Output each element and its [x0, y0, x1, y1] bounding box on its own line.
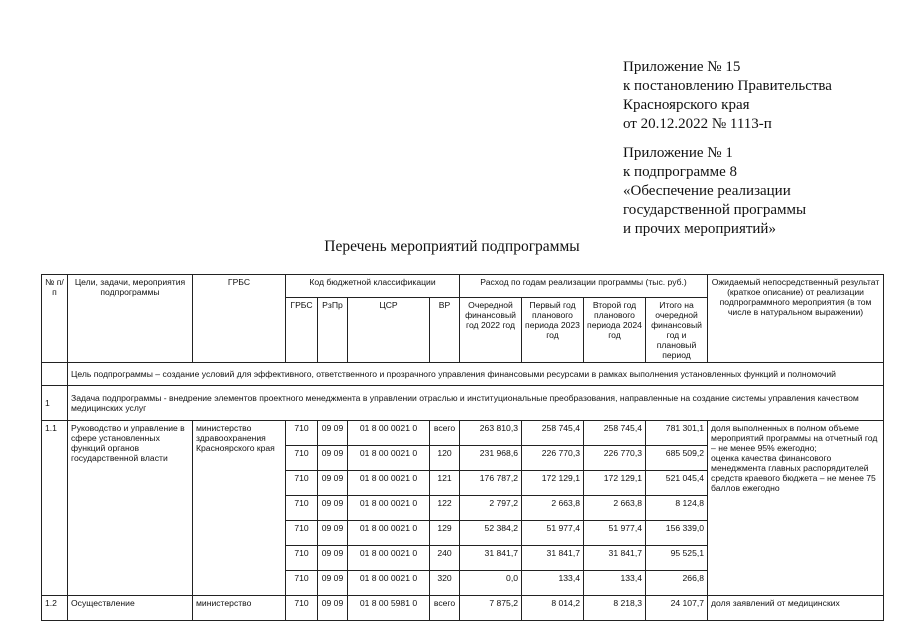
table-row	[42, 596, 884, 621]
value-2024: 31 841,7	[584, 546, 646, 571]
csr-code: 01 8 00 0021 0	[348, 496, 430, 521]
grbs-code: 710	[286, 571, 318, 596]
task-text: Задача подпрограммы - внедрение элементов проектного менеджмента в управлении отраслью и институциональные преобразования, направленные на создание системы управления качеством медицинских услуг	[68, 386, 884, 421]
value-total: 8 124,8	[646, 496, 708, 521]
value-2022: 31 841,7	[460, 546, 522, 571]
rzpr-code: 09 09	[318, 496, 348, 521]
item-num: 1.1	[42, 421, 68, 596]
csr-code: 01 8 00 0021 0	[348, 521, 430, 546]
grbs-code: 710	[286, 546, 318, 571]
value-2024: 51 977,4	[584, 521, 646, 546]
value-2022: 263 810,3	[460, 421, 522, 446]
rzpr-code: 09 09	[318, 571, 348, 596]
header-grbs-code: ГРБС	[286, 298, 318, 363]
grbs-code: 710	[286, 496, 318, 521]
rzpr-code: 09 09	[318, 596, 348, 621]
item-result: доля выполненных в полном объеме мероприятий программы на отчетный год – не менее 95% ежегодно; оценка качества финансового менеджмента главных распорядителей средств краевого бюджета – не менее 75 баллов ежегодно	[708, 421, 884, 596]
value-2024: 226 770,3	[584, 446, 646, 471]
csr-code: 01 8 00 0021 0	[348, 571, 430, 596]
value-2022: 0,0	[460, 571, 522, 596]
rzpr-code: 09 09	[318, 521, 348, 546]
value-2024: 133,4	[584, 571, 646, 596]
item-name: Руководство и управление в сфере установленных функций органов государственной власти	[68, 421, 193, 596]
value-2022: 2 797,2	[460, 496, 522, 521]
csr-code: 01 8 00 0021 0	[348, 421, 430, 446]
vr-code: 129	[430, 521, 460, 546]
value-total: 266,8	[646, 571, 708, 596]
grbs-code: 710	[286, 471, 318, 496]
item-num: 1.2	[42, 596, 68, 621]
item-name: Осуществление	[68, 596, 193, 621]
header-expense: Расход по годам реализации программы (тыс. руб.)	[460, 275, 708, 298]
vr-code: 320	[430, 571, 460, 596]
item-result: доля заявлений от медицинских	[708, 596, 884, 621]
measures-table	[41, 274, 884, 621]
appendix-main: Приложение № 15 к постановлению Правительства Красноярского края от 20.12.2022 № 1113-п	[623, 59, 832, 132]
grbs-code: 710	[286, 596, 318, 621]
value-total: 685 509,2	[646, 446, 708, 471]
value-total: 24 107,7	[646, 596, 708, 621]
vr-code: всего	[430, 421, 460, 446]
vr-code: всего	[430, 596, 460, 621]
item-grbs: министерство здравоохранения Красноярского края	[193, 421, 286, 596]
value-2024: 258 745,4	[584, 421, 646, 446]
document-title: Перечень мероприятий подпрограммы	[324, 238, 580, 255]
header-budget-code: Код бюджетной классификации	[286, 275, 460, 298]
header-csr: ЦСР	[348, 298, 430, 363]
csr-code: 01 8 00 0021 0	[348, 471, 430, 496]
value-total: 521 045,4	[646, 471, 708, 496]
value-2024: 2 663,8	[584, 496, 646, 521]
value-2023: 51 977,4	[522, 521, 584, 546]
goal-text: Цель подпрограммы – создание условий для эффективного, ответственного и прозрачного управления финансовыми ресурсами в рамках выполнения установленных функций и полномочий	[68, 363, 884, 386]
value-2022: 176 787,2	[460, 471, 522, 496]
header-2024: Второй год планового периода 2024 год	[584, 298, 646, 363]
vr-code: 122	[430, 496, 460, 521]
value-2023: 258 745,4	[522, 421, 584, 446]
rzpr-code: 09 09	[318, 446, 348, 471]
value-2023: 226 770,3	[522, 446, 584, 471]
appendix-sub: Приложение № 1 к подпрограмме 8 «Обеспечение реализации государственной программы и прочих мероприятий»	[623, 145, 807, 237]
header-result: Ожидаемый непосредственный результат (краткое описание) от реализации подпрограммного мероприятия (в том числе в натуральном выражении)	[708, 275, 884, 363]
header-total: Итого на очередной финансовый год и плановый период	[646, 298, 708, 363]
table-row	[42, 421, 884, 446]
value-2023: 2 663,8	[522, 496, 584, 521]
value-2023: 133,4	[522, 571, 584, 596]
task-num: 1	[42, 386, 68, 421]
header-rzpr: РзПр	[318, 298, 348, 363]
header-grbs: ГРБС	[193, 275, 286, 363]
header-goals: Цели, задачи, мероприятия подпрограммы	[68, 275, 193, 363]
rzpr-code: 09 09	[318, 421, 348, 446]
vr-code: 120	[430, 446, 460, 471]
vr-code: 121	[430, 471, 460, 496]
value-2023: 172 129,1	[522, 471, 584, 496]
rzpr-code: 09 09	[318, 546, 348, 571]
value-total: 781 301,1	[646, 421, 708, 446]
value-2024: 8 218,3	[584, 596, 646, 621]
csr-code: 01 8 00 0021 0	[348, 546, 430, 571]
grbs-code: 710	[286, 446, 318, 471]
header-2023: Первый год планового периода 2023 год	[522, 298, 584, 363]
header-num: № п/п	[42, 275, 68, 363]
value-2023: 31 841,7	[522, 546, 584, 571]
value-2024: 172 129,1	[584, 471, 646, 496]
value-2023: 8 014,2	[522, 596, 584, 621]
vr-code: 240	[430, 546, 460, 571]
csr-code: 01 8 00 0021 0	[348, 446, 430, 471]
header-vr: ВР	[430, 298, 460, 363]
value-2022: 52 384,2	[460, 521, 522, 546]
value-2022: 231 968,6	[460, 446, 522, 471]
goal-num-cell	[42, 363, 68, 386]
value-total: 156 339,0	[646, 521, 708, 546]
value-total: 95 525,1	[646, 546, 708, 571]
value-2022: 7 875,2	[460, 596, 522, 621]
header-2022: Очередной финансовый год 2022 год	[460, 298, 522, 363]
rzpr-code: 09 09	[318, 471, 348, 496]
item-grbs: министерство	[193, 596, 286, 621]
csr-code: 01 8 00 5981 0	[348, 596, 430, 621]
grbs-code: 710	[286, 521, 318, 546]
grbs-code: 710	[286, 421, 318, 446]
